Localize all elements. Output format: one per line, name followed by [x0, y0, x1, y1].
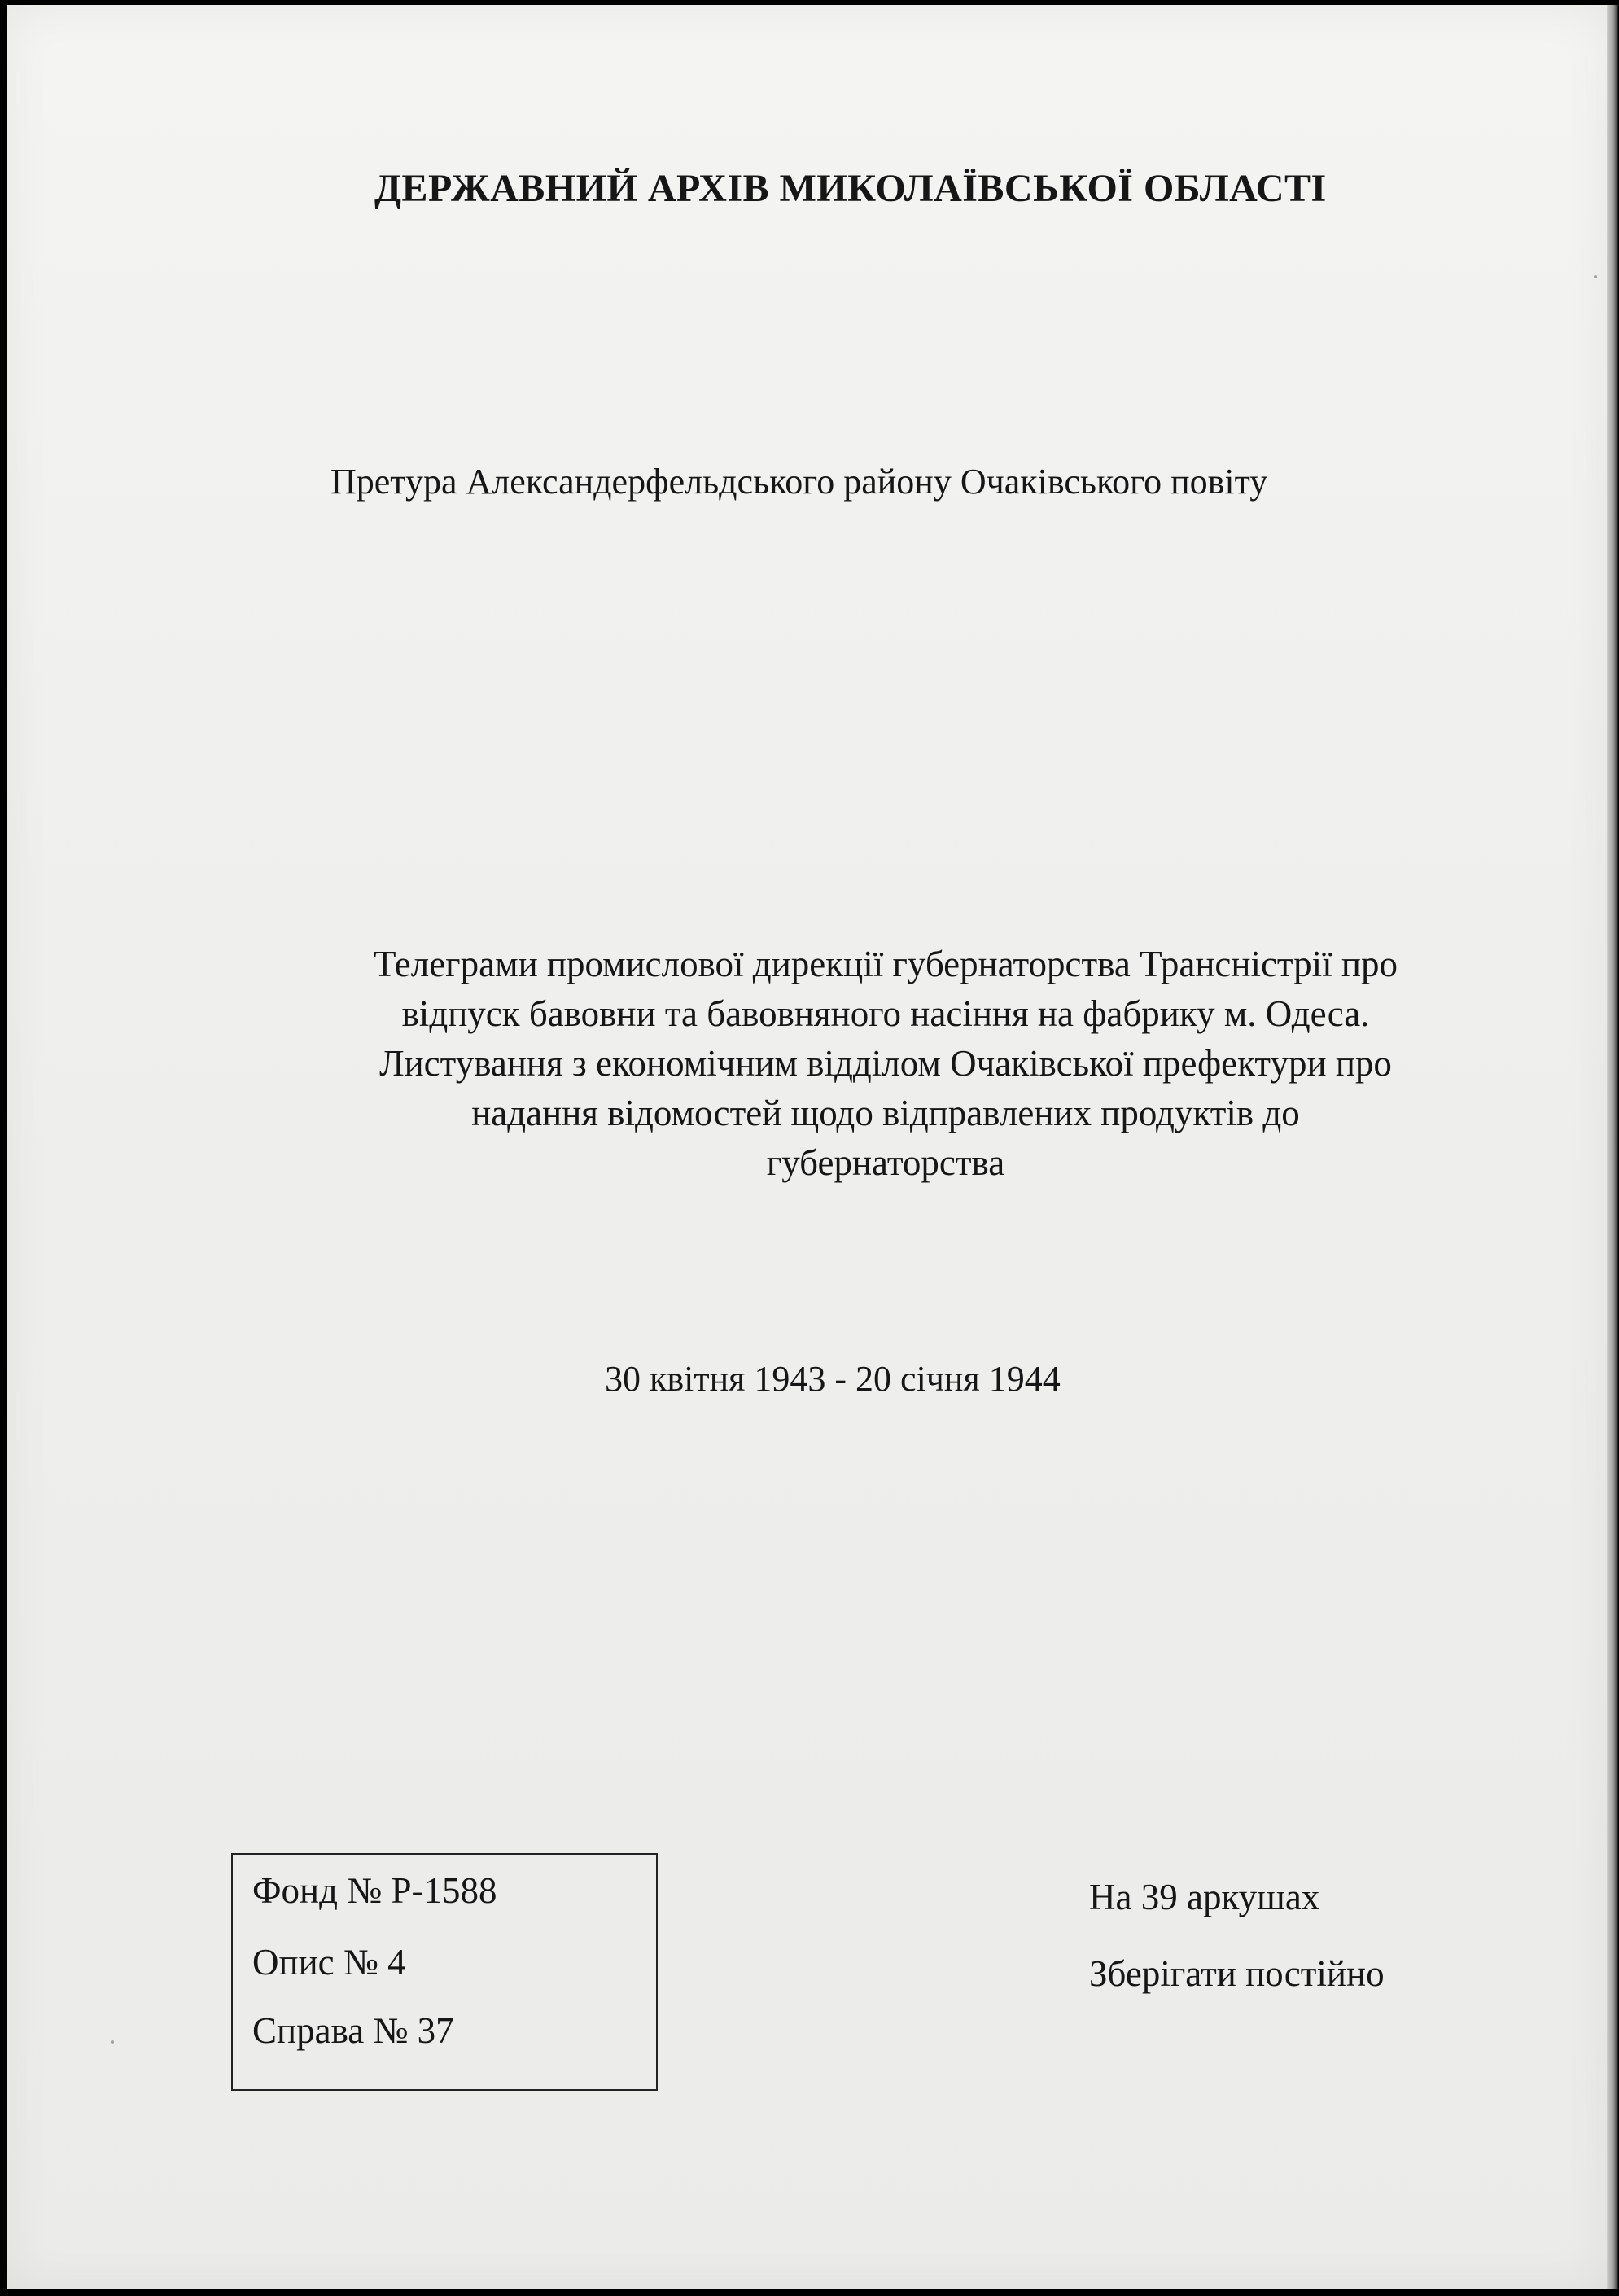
description-line: надання відомостей щодо відправлених продуктів до — [471, 1093, 1300, 1133]
storage-term: Зберігати постійно — [1089, 1953, 1385, 1994]
description-line: Листування з економічним відділом Очаківської префектури про — [379, 1043, 1392, 1084]
paper-speck — [111, 2040, 114, 2044]
description-line: губернаторства — [766, 1142, 1005, 1183]
description-line: відпуск бавовни та бавовняного насіння на фабрику м. Одеса. — [401, 993, 1370, 1034]
sheets-count: На 39 аркушах — [1089, 1877, 1320, 1917]
fund-number: Фонд № Р-1588 — [252, 1870, 497, 1911]
fund-info-box — [231, 1853, 658, 2091]
date-range: 30 квітня 1943 - 20 січня 1944 — [605, 1359, 1061, 1399]
file-number: Справа № 37 — [252, 2010, 454, 2051]
file-description — [234, 940, 1537, 1188]
page-edge-shadow — [1607, 5, 1618, 2289]
document-page — [7, 5, 1607, 2289]
inventory-number: Опис № 4 — [252, 1942, 406, 1983]
description-line: Телеграми промислової дирекції губернаторства Трансністрії про — [373, 944, 1398, 984]
archive-name-heading: ДЕРЖАВНИЙ АРХІВ МИКОЛАЇВСЬКОЇ ОБЛАСТІ — [374, 167, 1327, 210]
paper-speck — [1594, 275, 1597, 278]
institution-name: Претура Александерфельдського району Очаківського повіту — [330, 462, 1268, 502]
